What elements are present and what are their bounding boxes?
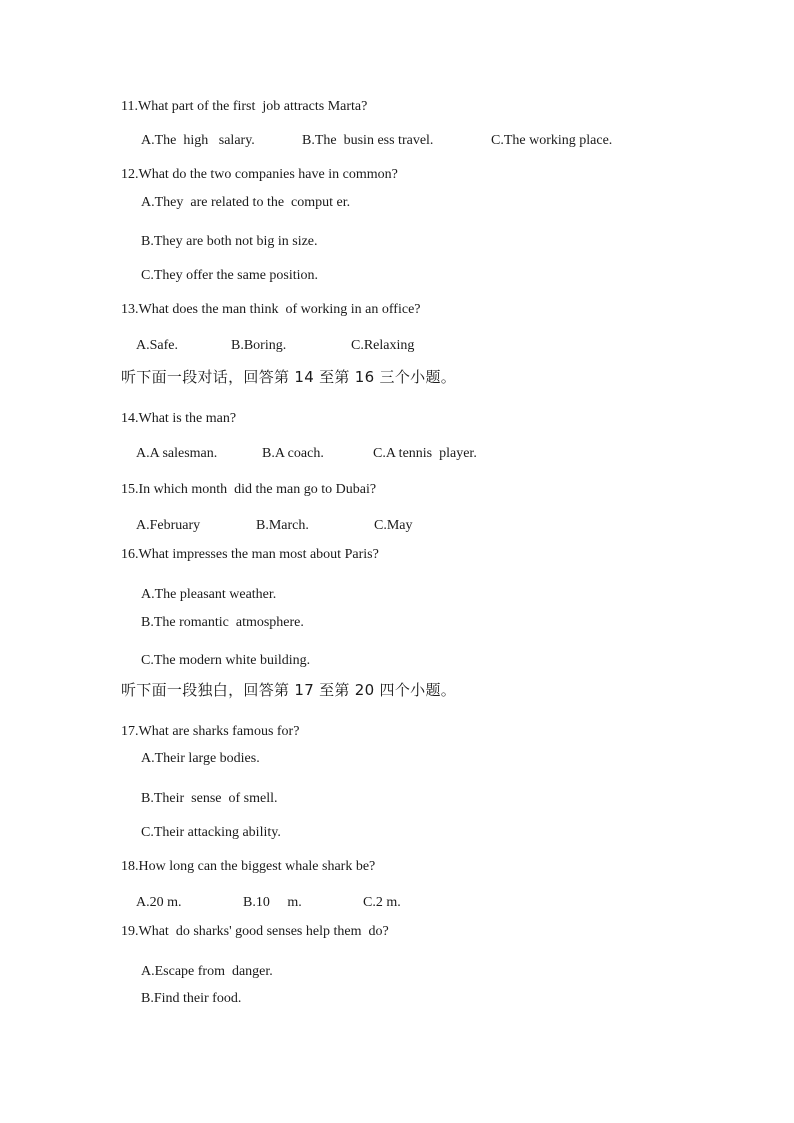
q15-option-c: C.May — [374, 518, 413, 533]
q16-option-a: A.The pleasant weather. — [141, 587, 277, 602]
q15-option-a: A.February — [136, 518, 201, 533]
q19-option-a: A.Escape from danger. — [141, 964, 273, 979]
q13-option-c: C.Relaxing — [351, 338, 415, 353]
q14-option-b: B.A coach. — [262, 446, 324, 461]
question-15: 15.In which month did the man go to Dubai? — [121, 482, 377, 497]
question-18: 18.How long can the biggest whale shark be? — [121, 859, 376, 874]
q13-option-a: A.Safe. — [136, 338, 178, 353]
q17-option-b: B.Their sense of smell. — [141, 791, 278, 806]
q12-option-b: B.They are both not big in size. — [141, 234, 318, 249]
q14-option-c: C.A tennis player. — [373, 446, 477, 461]
question-11: 11.What part of the first job attracts Marta? — [121, 99, 368, 114]
q17-option-a: A.Their large bodies. — [141, 751, 260, 766]
q19-option-b: B.Find their food. — [141, 991, 242, 1006]
question-13: 13.What does the man think of working in an office? — [121, 302, 421, 317]
q12-option-c: C.They offer the same position. — [141, 268, 319, 283]
question-12: 12.What do the two companies have in common? — [121, 167, 398, 182]
q11-option-a: A.The high salary. — [141, 133, 255, 148]
q13-option-b: B.Boring. — [231, 338, 287, 353]
q17-option-c: C.Their attacking ability. — [141, 825, 281, 840]
question-17: 17.What are sharks famous for? — [121, 724, 300, 739]
q11-option-b: B.The busin ess travel. — [302, 133, 434, 148]
q12-option-a: A.They are related to the comput er. — [141, 195, 351, 210]
q14-option-a: A.A salesman. — [136, 446, 218, 461]
question-19: 19.What do sharks' good senses help them do? — [121, 924, 389, 939]
q18-option-b: B.10 m. — [243, 895, 302, 910]
q16-option-c: C.The modern white building. — [141, 653, 311, 668]
q18-option-c: C.2 m. — [363, 895, 401, 910]
question-16: 16.What impresses the man most about Paris? — [121, 547, 379, 562]
section-instruction-dialogue: 听下面一段对话，回答第 14 至第 16 三个小题。 — [121, 368, 457, 386]
q15-option-b: B.March. — [256, 518, 309, 533]
section-instruction-monologue: 听下面一段独白，回答第 17 至第 20 四个小题。 — [121, 681, 457, 699]
q11-option-c: C.The working place. — [491, 133, 613, 148]
question-14: 14.What is the man? — [121, 411, 237, 426]
q16-option-b: B.The romantic atmosphere. — [141, 615, 304, 630]
q18-option-a: A.20 m. — [136, 895, 182, 910]
